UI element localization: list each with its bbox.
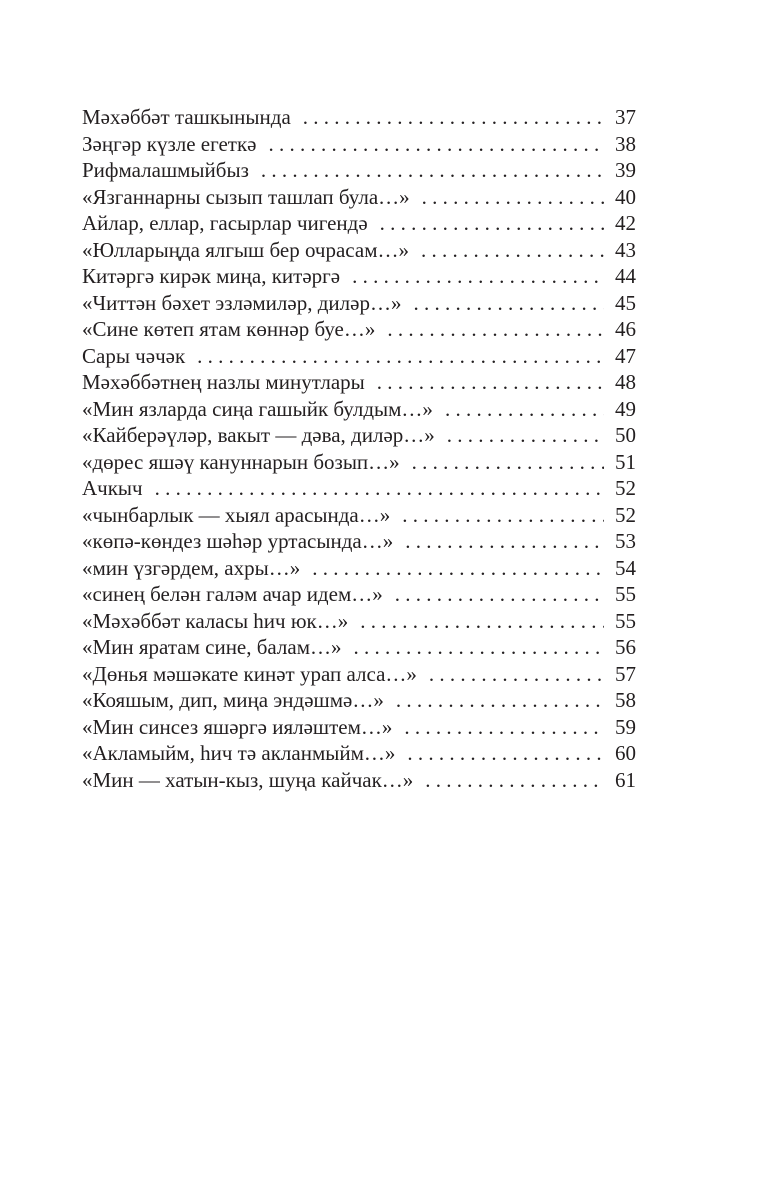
- toc-entry-page-number: 40: [615, 184, 636, 209]
- toc-entry-page-number: 46: [615, 317, 636, 341]
- dot-leader: [387, 316, 604, 343]
- toc-entry-title: «Сине көтеп ятам көннәр буе…»: [82, 317, 376, 341]
- toc-entry-page-number: 58: [615, 688, 636, 712]
- toc-entry: [82, 316, 636, 343]
- toc-entry-title: «Мин — хатын-кыз, шуңа кайчак…»: [82, 767, 414, 792]
- toc-entry: [82, 714, 636, 741]
- dot-leader: [354, 634, 604, 661]
- toc-entry-page-number: 37: [615, 105, 636, 129]
- toc-entry-page-number: 45: [615, 290, 636, 315]
- dot-leader: [447, 422, 604, 449]
- toc-entry-page-number: 47: [615, 343, 636, 368]
- toc-entry-title: «Мин синсез яшәргә ияләштем…»: [82, 714, 393, 739]
- dot-leader: [445, 396, 604, 423]
- dot-leader: [402, 502, 604, 529]
- toc-entry-title: Рифмалашмыйбыз: [82, 158, 249, 182]
- toc-entry-page-number: 44: [615, 264, 636, 288]
- toc-entry-title: «Мин язларда сиңа гашыйк булдым…»: [82, 396, 433, 421]
- toc-entry: [82, 555, 636, 582]
- table-of-contents: [82, 104, 636, 793]
- toc-entry: [82, 740, 636, 767]
- toc-entry-title: «Кайберәүләр, вакыт — дәва, диләр…»: [82, 423, 435, 447]
- toc-entry: [82, 767, 636, 794]
- toc-entry-page-number: 50: [615, 423, 636, 447]
- toc-entry-page-number: 55: [615, 582, 636, 606]
- toc-entry-title: «Акламыйм, һич тә акланмыйм…»: [82, 741, 396, 765]
- toc-entry-title: «Дөнья мәшәкате кинәт урап алса…»: [82, 661, 417, 686]
- toc-entry-page-number: 54: [615, 555, 636, 580]
- dot-leader: [377, 369, 604, 396]
- toc-entry-title: «Мин яратам сине, балам…»: [82, 635, 342, 659]
- toc-entry-page-number: 55: [615, 608, 636, 633]
- toc-entry-page-number: 38: [615, 131, 636, 156]
- dot-leader: [197, 343, 604, 370]
- toc-entry: [82, 661, 636, 688]
- toc-entry-title: Мәхәббәт ташкынында: [82, 105, 291, 129]
- toc-entry-page-number: 48: [615, 370, 636, 394]
- toc-entry: [82, 104, 636, 131]
- toc-entry-title: «Читтән бәхет эзләмиләр, диләр…»: [82, 290, 402, 315]
- dot-leader: [261, 157, 604, 184]
- toc-entry-page-number: 39: [615, 158, 636, 182]
- toc-entry-title: Айлар, еллар, гасырлар чигендә: [82, 211, 368, 235]
- dot-leader: [396, 687, 604, 714]
- toc-entry-title: «Юлларыңда ялгыш бер очрасам…»: [82, 237, 409, 262]
- toc-entry-title: «Кояшым, дип, миңа эндәшмә…»: [82, 688, 384, 712]
- dot-leader: [395, 581, 604, 608]
- toc-entry: [82, 449, 636, 476]
- toc-entry: [82, 131, 636, 158]
- toc-entry-title: «синең белән галәм ачар идем…»: [82, 582, 383, 606]
- toc-entry: [82, 237, 636, 264]
- toc-entry-page-number: 56: [615, 635, 636, 659]
- dot-leader: [412, 449, 604, 476]
- dot-leader: [269, 131, 605, 158]
- toc-entry-page-number: 52: [615, 502, 636, 527]
- toc-entry-title: Ачкыч: [82, 476, 143, 500]
- toc-entry: [82, 369, 636, 396]
- dot-leader: [407, 740, 604, 767]
- toc-entry: [82, 184, 636, 211]
- toc-entry: [82, 608, 636, 635]
- toc-entry: [82, 634, 636, 661]
- dot-leader: [413, 290, 604, 317]
- dot-leader: [360, 608, 604, 635]
- toc-entry: [82, 502, 636, 529]
- toc-entry: [82, 290, 636, 317]
- toc-entry: [82, 581, 636, 608]
- toc-entry-page-number: 43: [615, 237, 636, 262]
- toc-entry-page-number: 53: [615, 529, 636, 553]
- toc-entry-title: Сары чәчәк: [82, 343, 186, 368]
- toc-entry-page-number: 61: [615, 767, 636, 792]
- toc-entry-title: «Язганнарны сызып ташлап була…»: [82, 184, 410, 209]
- dot-leader: [303, 104, 604, 131]
- toc-entry-title: «мин үзгәрдем, ахры…»: [82, 555, 301, 580]
- dot-leader: [352, 263, 604, 290]
- toc-entry-title: Мәхәббәтнең назлы минутлары: [82, 370, 365, 394]
- toc-entry-title: «чынбарлык — хыял арасында…»: [82, 502, 391, 527]
- toc-entry-title: «Мәхәббәт каласы һич юк…»: [82, 608, 349, 633]
- toc-entry-title: Зәңгәр күзле егеткә: [82, 131, 257, 156]
- dot-leader: [422, 184, 604, 211]
- toc-entry-title: Китәргә кирәк миңа, китәргә: [82, 264, 341, 288]
- toc-entry-page-number: 51: [615, 449, 636, 474]
- toc-entry-page-number: 57: [615, 661, 636, 686]
- toc-entry: [82, 343, 636, 370]
- dot-leader: [405, 528, 604, 555]
- dot-leader: [425, 767, 604, 794]
- toc-entry-page-number: 49: [615, 396, 636, 421]
- toc-entry-page-number: 52: [615, 476, 636, 500]
- toc-entry-title: «көпә-көндез шәһәр уртасында…»: [82, 529, 394, 553]
- toc-entry: [82, 210, 636, 237]
- dot-leader: [421, 237, 604, 264]
- dot-leader: [155, 475, 604, 502]
- toc-entry-page-number: 60: [615, 741, 636, 765]
- toc-entry: [82, 422, 636, 449]
- dot-leader: [404, 714, 604, 741]
- toc-entry: [82, 263, 636, 290]
- toc-entry: [82, 687, 636, 714]
- toc-entry-page-number: 42: [615, 211, 636, 235]
- toc-entry: [82, 157, 636, 184]
- toc-entry: [82, 475, 636, 502]
- dot-leader: [312, 555, 604, 582]
- dot-leader: [429, 661, 604, 688]
- toc-entry: [82, 396, 636, 423]
- toc-entry: [82, 528, 636, 555]
- toc-entry-page-number: 59: [615, 714, 636, 739]
- dot-leader: [380, 210, 604, 237]
- toc-entry-title: «дөрес яшәү кануннарын бозып…»: [82, 449, 400, 474]
